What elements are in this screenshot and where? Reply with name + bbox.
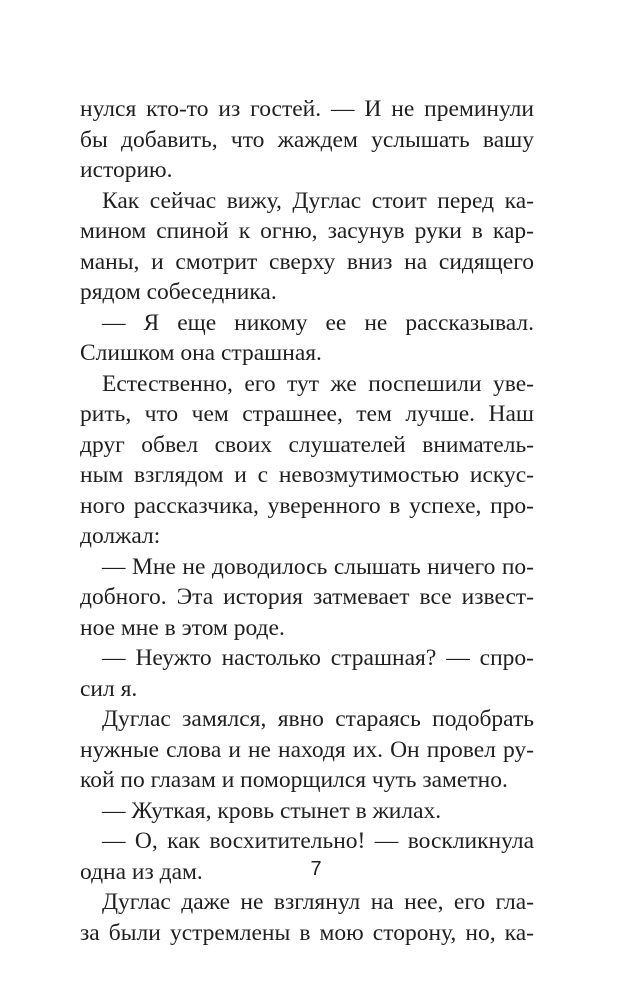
text-line: мином спиной к огню, засунув руки в кар- [80, 218, 534, 244]
text-line: бы добавить, что жаждем услышать вашу [80, 126, 534, 153]
paragraph-start-line: — Жуткая, кровь стынет в жилах. [102, 797, 442, 824]
text-line: друг обвел своих слушателей вниматель- [80, 431, 534, 458]
text-line: ное мне в этом роде. [80, 614, 285, 641]
text-line: нулся кто-то из гостей. — И не преминули [80, 96, 534, 122]
page-number: 7 [310, 858, 322, 880]
text-line: нужные слова и не находя их. Он провел ру- [80, 736, 534, 763]
text-line: рить, что чем страшнее, тем лучше. Наш [80, 401, 534, 427]
text-line: добного. Эта история затмевает все извест- [80, 584, 534, 610]
paragraph-start-line: Как сейчас вижу, Дуглас стоит перед ка- [102, 187, 534, 214]
text-line: за были устремлены в мою сторону, но, ка- [80, 919, 534, 946]
paragraph-start-line: Естественно, его тут же поспешили уве- [102, 370, 534, 397]
paragraph-start-line: — Я еще никому ее не рассказывал. [102, 309, 534, 336]
text-line: рядом собеседника. [80, 279, 277, 305]
paragraph-start-line: — Неужто настолько страшная? — спро- [102, 645, 534, 671]
text-line: ным взглядом и с невозмутимостью искус- [80, 462, 534, 488]
text-line: историю. [80, 157, 173, 183]
text-line: должал: [80, 523, 161, 549]
text-line: кой по глазам и поморщился чуть заметно. [80, 767, 508, 793]
text-line: маны, и смотрит сверху вниз на сидящего [80, 248, 534, 275]
paragraph-start-line: Дуглас замялся, явно стараясь подобрать [102, 706, 534, 732]
text-line: Слишком она страшная. [80, 340, 322, 366]
text-line: одна из дам. [80, 858, 203, 885]
body-text [80, 94, 534, 948]
text-line: сил я. [80, 675, 138, 702]
paragraph-start-line: — О, как восхитительно! — воскликнула [102, 828, 534, 854]
paragraph-start-line: Дуглас даже не взглянул на нее, его гла- [102, 889, 534, 915]
text-line: ного рассказчика, уверенного в успехе, про- [80, 492, 534, 519]
paragraph-start-line: — Мне не доводилось слышать ничего по- [102, 553, 534, 580]
